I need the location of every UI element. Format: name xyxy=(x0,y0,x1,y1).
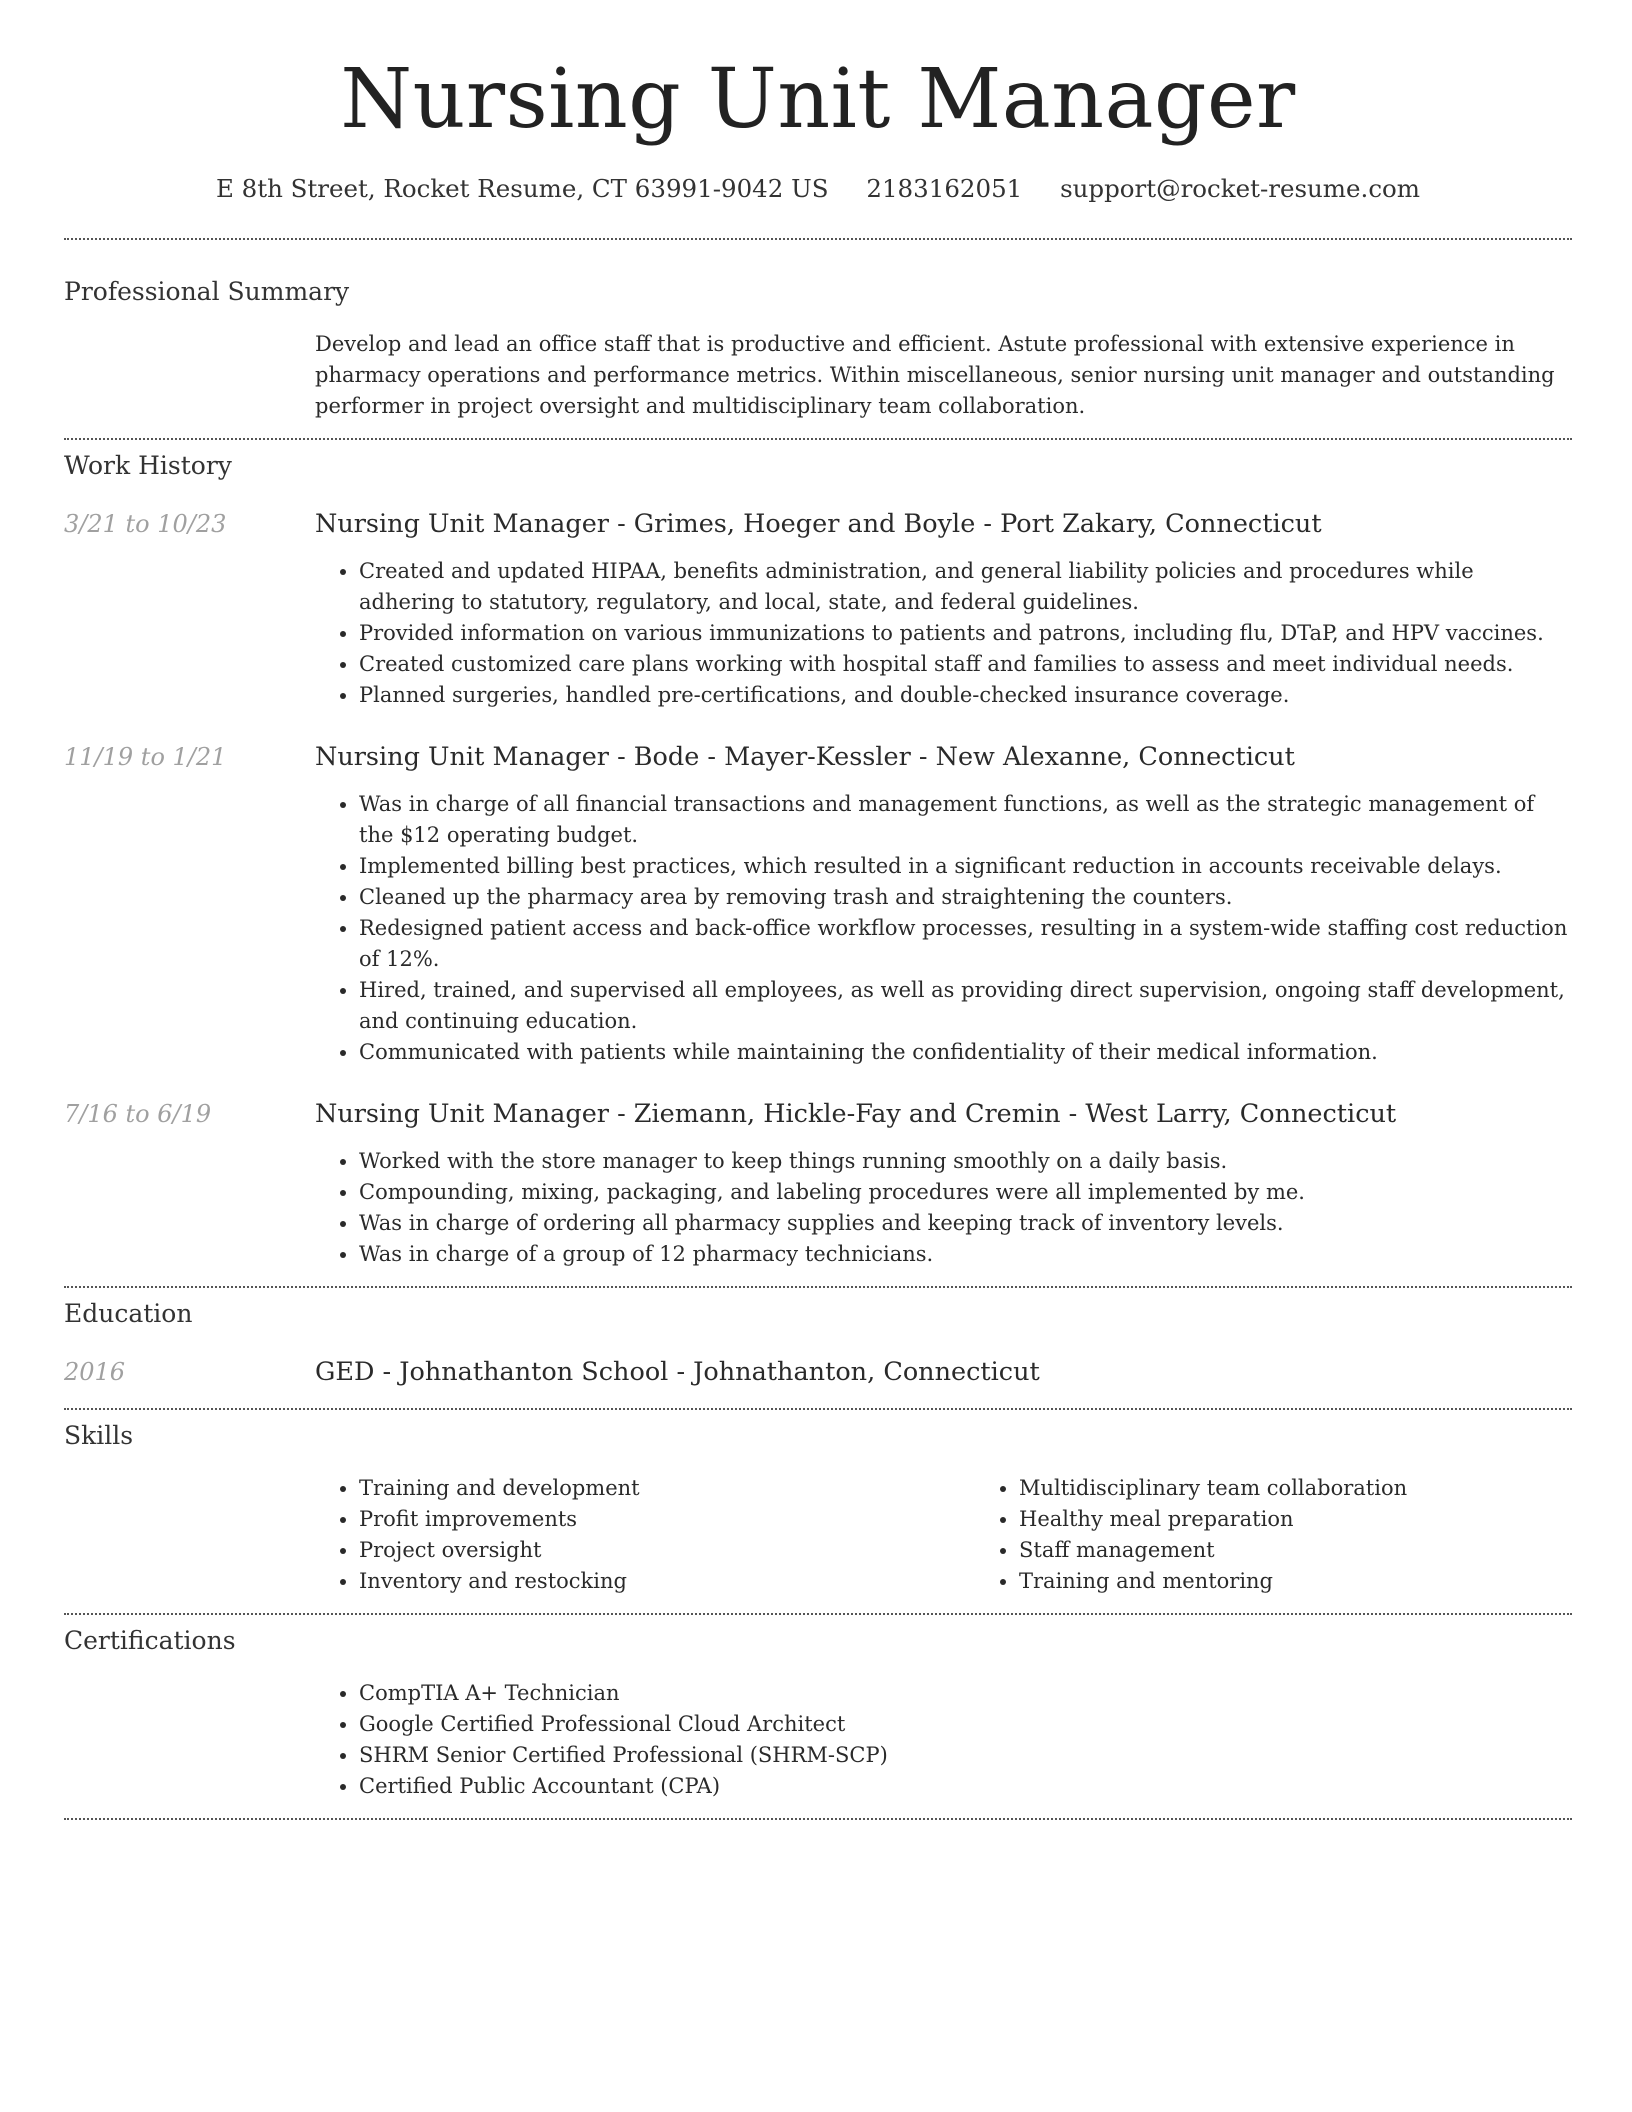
list-item: • Redesigned patient access and back-office workflow processes, resulting in a system-wide staffing cost reduction of 12%. xyxy=(359,913,1572,975)
section-title-skills: Skills xyxy=(64,1421,134,1450)
list-item: • Created and updated HIPAA, benefits administration, and general liability policies and procedures while adhering to statutory, regulatory, and local, state, and federal guidelines. xyxy=(359,556,1572,618)
certification-item: • Certified Public Accountant (CPA) xyxy=(359,1771,1572,1802)
contact-address: E 8th Street, Rocket Resume, CT 63991-9042 US xyxy=(215,174,829,203)
work-history-section xyxy=(64,440,1572,1286)
skill-item: • Profit improvements xyxy=(359,1504,975,1535)
contact-line xyxy=(64,174,1572,204)
certification-item: • SHRM Senior Certified Professional (SHRM-SCP) xyxy=(359,1740,1572,1771)
section-title-summary: Professional Summary xyxy=(64,277,350,306)
skill-item: • Inventory and restocking xyxy=(359,1566,975,1597)
job-dates: 3/21 to 10/23 xyxy=(64,510,227,538)
job-dates: 11/19 to 1/21 xyxy=(64,743,227,771)
section-title-certifications: Certifications xyxy=(64,1626,236,1655)
candidate-name: Nursing Unit Manager xyxy=(340,52,1296,147)
summary-section xyxy=(64,240,1572,438)
skill-item: • Project oversight xyxy=(359,1535,975,1566)
job-title: Nursing Unit Manager - Bode - Mayer-Kessler - New Alexanne, Connecticut xyxy=(315,742,1295,772)
job-bullets xyxy=(315,789,1572,1068)
section-title-work-history: Work History xyxy=(64,451,232,480)
certification-item: • CompTIA A+ Technician xyxy=(359,1678,1572,1709)
resume-page xyxy=(64,0,1572,1820)
divider xyxy=(64,1818,1572,1820)
list-item: • Implemented billing best practices, which resulted in a significant reduction in accounts receivable delays. xyxy=(359,851,1572,882)
list-item: • Was in charge of all financial transactions and management functions, as well as the strategic management of the $12 operating budget. xyxy=(359,789,1572,851)
list-item: • Cleaned up the pharmacy area by removing trash and straightening the counters. xyxy=(359,882,1572,913)
job-bullets xyxy=(315,1146,1572,1286)
skill-item: • Training and mentoring xyxy=(1019,1566,1632,1597)
certification-item: • Google Certified Professional Cloud Architect xyxy=(359,1709,1572,1740)
education-date: 2016 xyxy=(64,1358,126,1386)
list-item: • Was in charge of a group of 12 pharmacy technicians. xyxy=(359,1239,1572,1270)
certifications-section xyxy=(64,1615,1572,1818)
skills-list-left xyxy=(315,1473,975,1597)
contact-phone: 2183162051 xyxy=(866,174,1023,203)
skill-item: • Multidisciplinary team collaboration xyxy=(1019,1473,1632,1504)
skill-item: • Healthy meal preparation xyxy=(1019,1504,1632,1535)
skill-item: • Staff management xyxy=(1019,1535,1632,1566)
education-entry xyxy=(64,1356,1572,1408)
job-title: Nursing Unit Manager - Ziemann, Hickle-Fay and Cremin - West Larry, Connecticut xyxy=(315,1099,1397,1129)
job-entry xyxy=(64,1098,1572,1286)
list-item: • Hired, trained, and supervised all employees, as well as providing direct supervision, ongoing staff development, and continuing education. xyxy=(359,975,1572,1037)
list-item: • Planned surgeries, handled pre-certifications, and double-checked insurance coverage. xyxy=(359,680,1572,711)
list-item: • Created customized care plans working with hospital staff and families to assess and meet individual needs. xyxy=(359,649,1572,680)
certifications-list xyxy=(315,1678,1572,1802)
job-bullets xyxy=(315,556,1572,711)
job-title: Nursing Unit Manager - Grimes, Hoeger and Boyle - Port Zakary, Connecticut xyxy=(315,509,1322,539)
list-item: • Provided information on various immunizations to patients and patrons, including flu, DTaP, and HPV vaccines. xyxy=(359,618,1572,649)
list-item: • Communicated with patients while maintaining the confidentiality of their medical information. xyxy=(359,1037,1572,1068)
contact-email: support@rocket-resume.com xyxy=(1060,174,1421,203)
education-section xyxy=(64,1288,1572,1408)
job-dates: 7/16 to 6/19 xyxy=(64,1100,212,1128)
skills-section xyxy=(64,1410,1572,1613)
section-title-education: Education xyxy=(64,1299,193,1328)
list-item: • Worked with the store manager to keep things running smoothly on a daily basis. xyxy=(359,1146,1572,1177)
skill-item: • Training and development xyxy=(359,1473,975,1504)
education-title: GED - Johnathanton School - Johnathanton, Connecticut xyxy=(315,1357,1040,1387)
job-entry xyxy=(64,508,1572,711)
skills-list-right xyxy=(975,1473,1632,1597)
list-item: • Was in charge of ordering all pharmacy supplies and keeping track of inventory levels. xyxy=(359,1208,1572,1239)
summary-text: Develop and lead an office staff that is productive and efficient. Astute professional with extensive experience in pharmacy operations and performance metrics. Within miscellaneous, senior nursing unit manager and outstanding performer in project oversight and multidisciplinary team collaboration. xyxy=(315,332,1555,418)
job-entry xyxy=(64,741,1572,1068)
list-item: • Compounding, mixing, packaging, and labeling procedures were all implemented by me. xyxy=(359,1177,1572,1208)
